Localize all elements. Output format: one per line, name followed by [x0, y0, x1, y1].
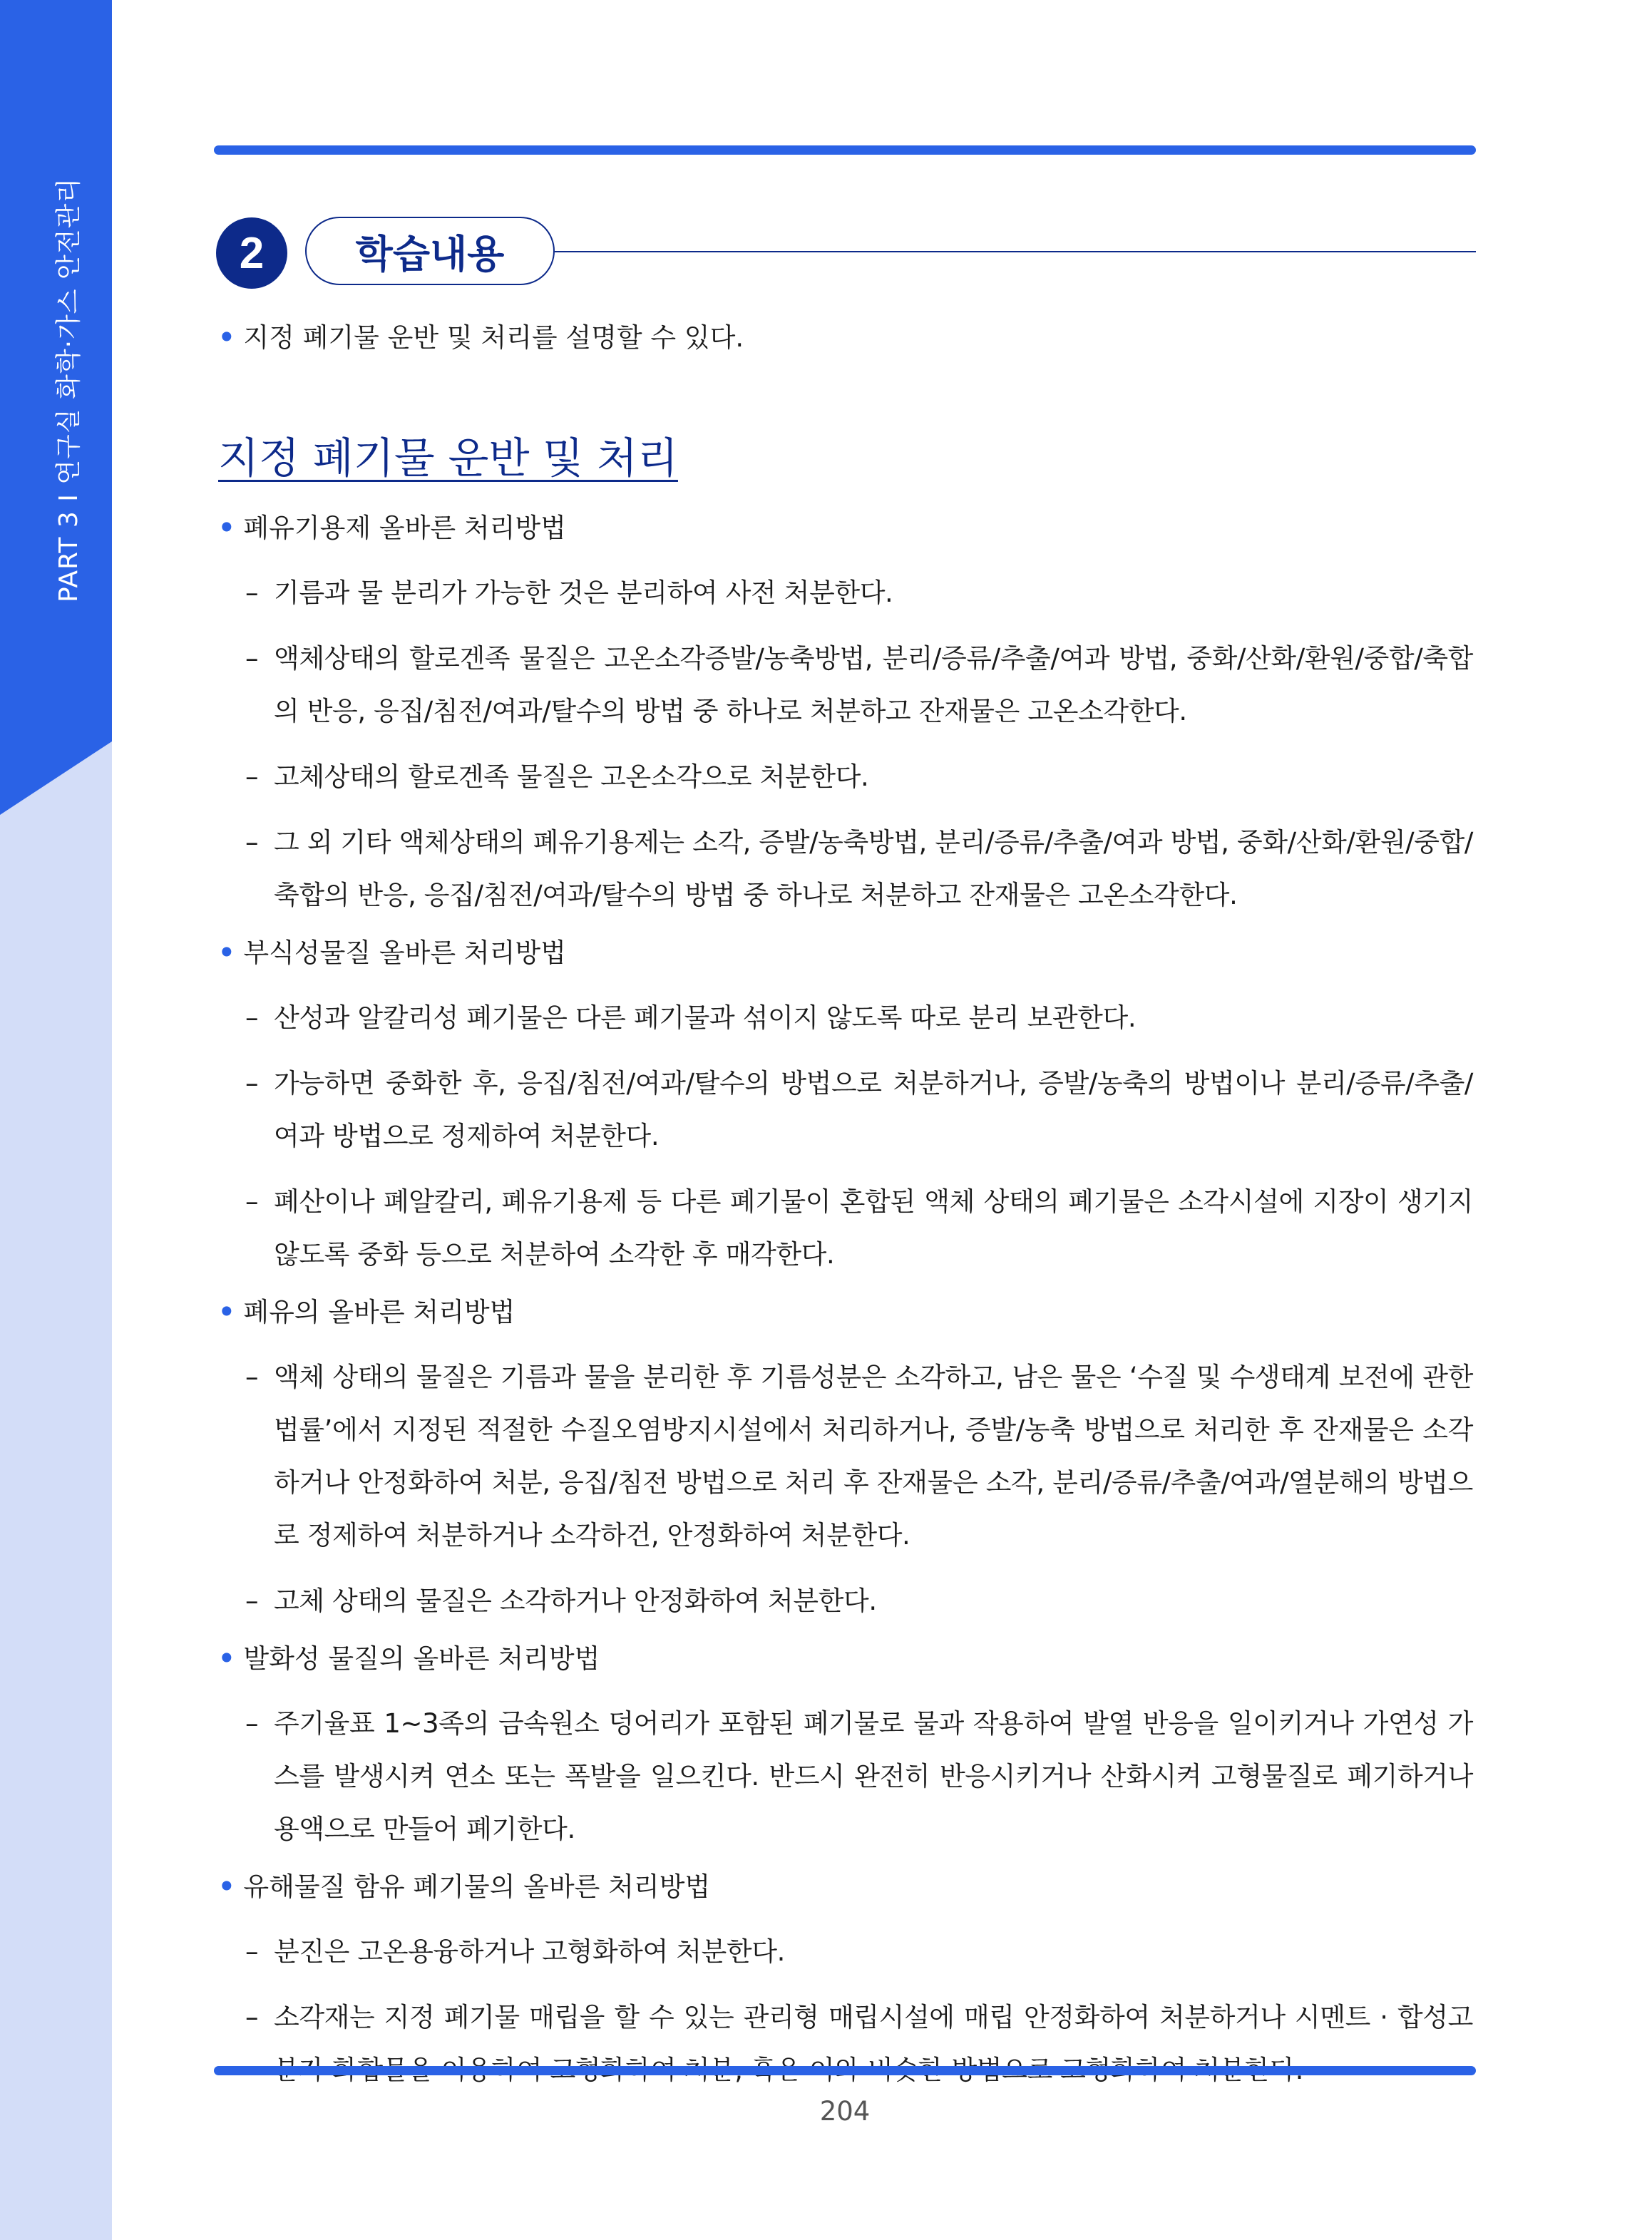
bullet-dot-icon: • [218, 1643, 235, 1674]
main-heading: 지정 폐기물 운반 및 처리 [218, 433, 678, 483]
top-rule [214, 145, 1476, 155]
bullet-dot-icon: • [218, 937, 235, 968]
bullet-item [218, 1294, 1473, 1331]
dash-item: – 그 외 기타 액체상태의 폐유기용제는 소각, 증발/농축방법, 분리/증류/추출/여과 방법, 중화/산화/환원/중합/축합의 반응, 응집/침전/여과/탈수의 방법 중 하나로 처분하고 잔재물은 고온소각한다. [218, 816, 1473, 922]
bullet-title: 폐유기용제 올바른 처리방법 [243, 513, 566, 543]
objective-text: 지정 폐기물 운반 및 처리를 설명할 수 있다. [243, 322, 744, 353]
bullet-item [218, 1640, 1473, 1678]
bullet-title: 발화성 물질의 올바른 처리방법 [243, 1643, 600, 1674]
dash-item: – 분진은 고온용융하거나 고형화하여 처분한다. [218, 1926, 1473, 1978]
content-body [218, 510, 1473, 2110]
section-header-line [555, 251, 1476, 252]
bottom-rule [214, 2066, 1476, 2075]
bullet-dot-icon: • [218, 1871, 235, 1902]
dash-item: – 소각재는 지정 폐기물 매립을 할 수 있는 관리형 매립시설에 매립 안정화하여 처분하거나 시멘트 · 합성고 [218, 1991, 1473, 2097]
dash-item: – 주기율표 1~3족의 금속원소 덩어리가 포함된 폐기물로 물과 작용하여 발열 반응을 일이키거나 가연성 가스를 발생시켜 연소 또는 폭발을 일으킨다. 반드시 완전히 반응시키거나 산화시켜 고형물질로 폐기하거나 용액으로 만들어 폐기한다. [218, 1697, 1473, 1856]
bullet-dot-icon: • [218, 513, 235, 543]
dash-item: – 고체상태의 할로겐족 물질은 고온소각으로 처분한다. [218, 751, 1473, 803]
section-number-badge: 2 [216, 217, 287, 289]
dash-item: – 기름과 물 분리가 가능한 것은 분리하여 사전 처분한다. [218, 567, 1473, 620]
bullet-title: 유해물질 함유 폐기물의 올바른 처리방법 [243, 1871, 711, 1902]
bullet-title: 폐유의 올바른 처리방법 [243, 1297, 515, 1327]
bullet-item [218, 510, 1473, 547]
dash-item: – 액체 상태의 물질은 기름과 물을 분리한 후 기름성분은 소각하고, 남은 물은 ‘수질 및 수생태계 보전에 관한 법률’에서 지정된 적절한 수질오염방지시설에서 처리하거나, 증발/농축 방법으로 처리한 후 잔재물은 소각하거나 안정화하여 처분, 응집/침전 방법으로 처리 후 잔재물은 소각, 분리/증류/추출/여과/열분해의 방법으로 정제하여 처분하거나 소각하건, 안정화하여 처분한다. [218, 1351, 1473, 1562]
dash-item: – 가능하면 중화한 후, 응집/침전/여과/탈수의 방법으로 처분하거나, 증발/농축의 방법이나 분리/증류/추출/여과 방법으로 정제하여 처분한다. [218, 1057, 1473, 1163]
dash-item: – 산성과 알칼리성 폐기물은 다른 폐기물과 섞이지 않도록 따로 분리 보관한다. [218, 992, 1473, 1044]
side-tab-label: PART 3 I 연구실 화학·가스 안전관리 [54, 177, 83, 602]
dash-item: – 고체 상태의 물질은 소각하거나 안정화하여 처분한다. [218, 1575, 1473, 1628]
bullet-dot-icon: • [218, 1297, 235, 1327]
bullet-dot-icon: • [218, 322, 235, 353]
dash-item: – 액체상태의 할로겐족 물질은 고온소각증발/농축방법, 분리/증류/추출/여과 방법, 중화/산화/환원/중합/축합의 반응, 응집/침전/여과/탈수의 방법 중 하나로 처분하고 잔재물은 고온소각한다. [218, 632, 1473, 738]
section-title: 학습내용 [305, 217, 555, 285]
dash-item: – 폐산이나 폐알칼리, 폐유기용제 등 다른 폐기물이 혼합된 액체 상태의 폐기물은 소각시설에 지장이 생기지 않도록 중화 등으로 처분하여 소각한 후 매각한다. [218, 1176, 1473, 1281]
side-tab [0, 0, 112, 2240]
bullet-item [218, 935, 1473, 972]
bullet-title: 부식성물질 올바른 처리방법 [243, 937, 566, 968]
bullet-item [218, 1869, 1473, 1906]
learning-objective [218, 316, 744, 354]
page-number: 204 [819, 2096, 871, 2127]
